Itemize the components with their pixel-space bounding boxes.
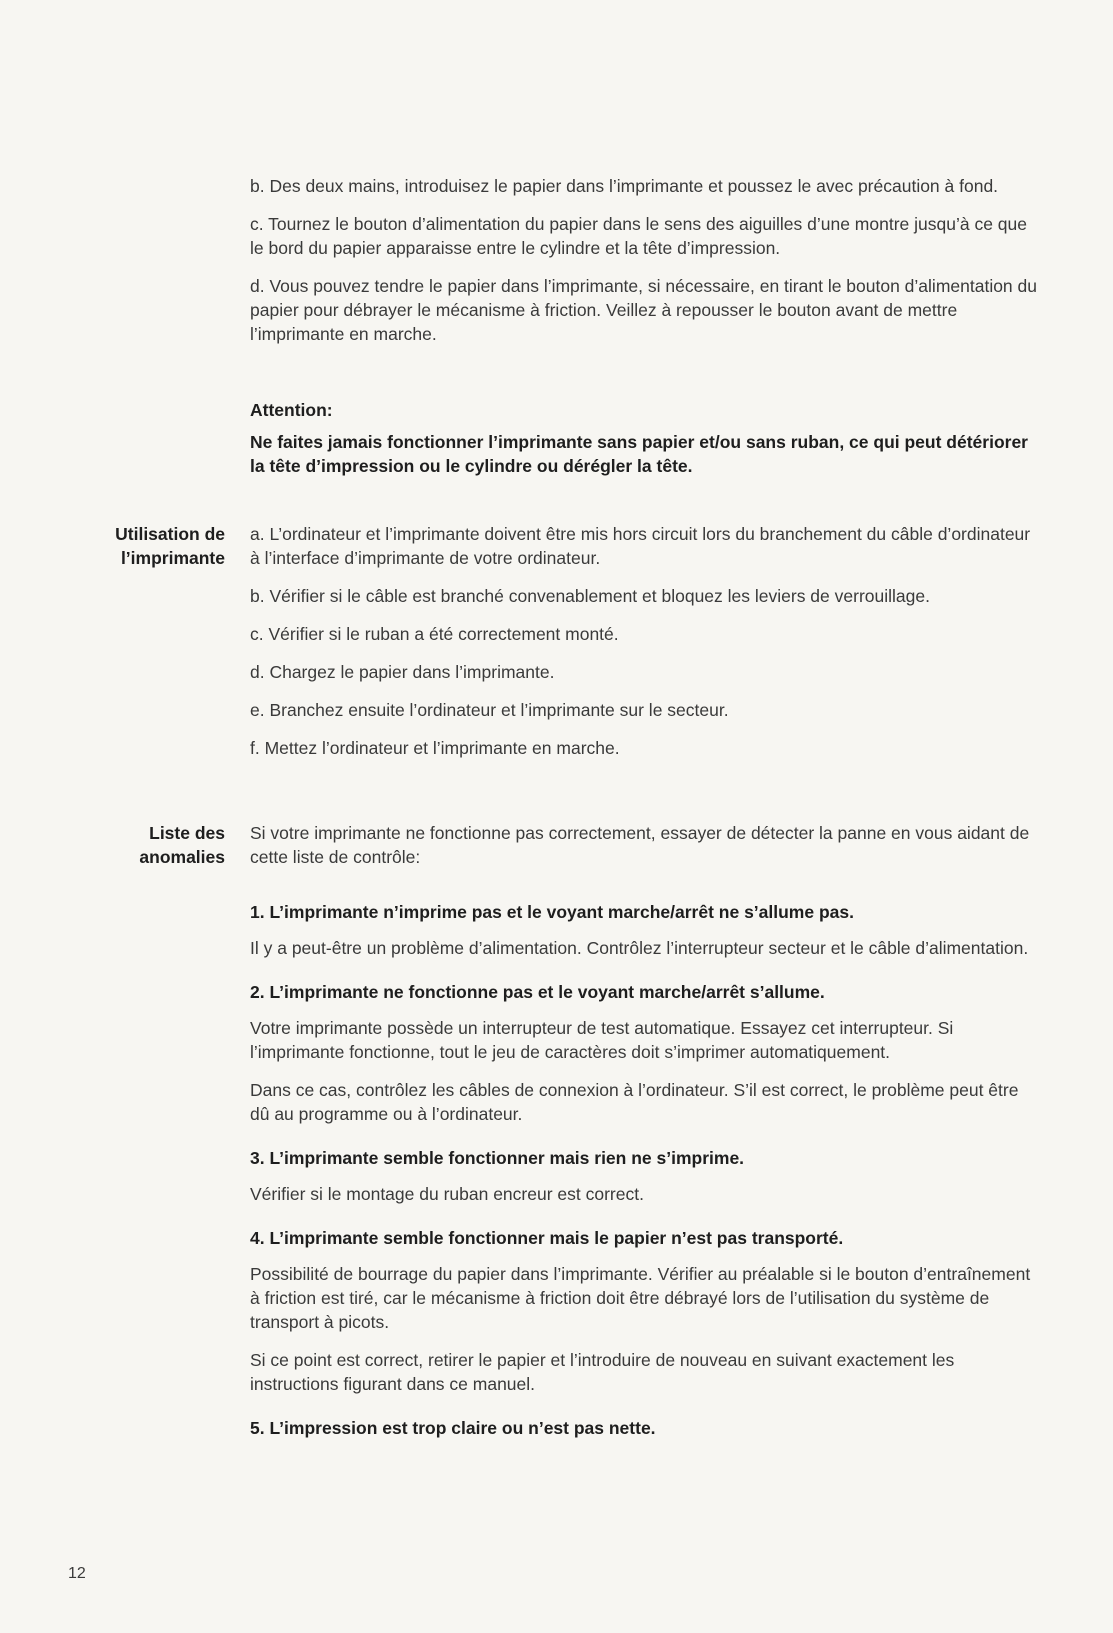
page-number: 12 <box>68 1565 86 1582</box>
anomalies-side-title-line1: Liste des <box>149 823 225 843</box>
anomalies-list <box>250 821 1040 1452</box>
usage-step-f: f. Mettez l’ordinateur et l’imprimante en marche. <box>250 738 620 758</box>
usage-steps <box>250 522 1040 774</box>
anomaly-heading-1: 1. L’imprimante n’imprime pas et le voyant marche/arrêt ne s’allume pas. <box>250 902 854 922</box>
attention-label: Attention: <box>250 400 333 420</box>
intro-steps <box>250 174 1040 360</box>
anomalies-side-title <box>65 821 225 869</box>
anomaly-paragraph-2-1: Votre imprimante possède un interrupteur de test automatique. Essayez cet interrupteur. Si l’imprimante fonctionne, tout le jeu de caractères doit s’imprimer automatiquement. <box>250 1018 954 1062</box>
anomaly-heading-5: 5. L’impression est trop claire ou n’est pas nette. <box>250 1418 656 1438</box>
usage-side-title-line1: Utilisation de <box>115 524 225 544</box>
usage-step-b: b. Vérifier si le câble est branché convenablement et bloquez les leviers de verrouillage. <box>250 586 930 606</box>
anomalies-intro: Si votre imprimante ne fonctionne pas correctement, essayer de détecter la panne en vous aidant de cette liste de contrôle: <box>250 823 1030 867</box>
anomaly-heading-3: 3. L’imprimante semble fonctionner mais rien ne s’imprime. <box>250 1148 745 1168</box>
intro-step-c: c. Tournez le bouton d’alimentation du papier dans le sens des aiguilles d’une montre jusqu’à ce que le bord du papier apparaisse entre le cylindre et la tête d’impression. <box>250 214 1027 258</box>
anomalies-side-title-line2: anomalies <box>139 847 225 867</box>
usage-step-e: e. Branchez ensuite l’ordinateur et l’imprimante sur le secteur. <box>250 700 729 720</box>
usage-step-c: c. Vérifier si le ruban a été correctement monté. <box>250 624 619 644</box>
attention-block <box>250 398 1040 478</box>
anomaly-heading-4: 4. L’imprimante semble fonctionner mais le papier n’est pas transporté. <box>250 1228 844 1248</box>
anomaly-paragraph-3-1: Vérifier si le montage du ruban encreur est correct. <box>250 1184 644 1204</box>
anomaly-paragraph-2-2: Dans ce cas, contrôlez les câbles de connexion à l’ordinateur. S’il est correct, le problème peut être dû au programme ou à l’ordinateur. <box>250 1080 1019 1124</box>
usage-step-a: a. L’ordinateur et l’imprimante doivent être mis hors circuit lors du branchement du câble d’ordinateur à l’interface d’imprimante de votre ordinateur. <box>250 524 1031 568</box>
anomaly-paragraph-4-1: Possibilité de bourrage du papier dans l’imprimante. Vérifier au préalable si le bouton d’entraînement à friction est tiré, car le mécanisme à friction doit être débrayé lors de l’utilisation du système de transport à picots. <box>250 1264 1031 1332</box>
anomaly-heading-2: 2. L’imprimante ne fonctionne pas et le voyant marche/arrêt s’allume. <box>250 982 825 1002</box>
usage-side-title-line2: l’imprimante <box>120 548 225 568</box>
usage-step-d: d. Chargez le papier dans l’imprimante. <box>250 662 555 682</box>
attention-text: Ne faites jamais fonctionner l’imprimante sans papier et/ou sans ruban, ce qui peut détériorer la tête d’impression ou le cylindre ou dérégler la tête. <box>250 432 1028 476</box>
anomaly-paragraph-4-2: Si ce point est correct, retirer le papier et l’introduire de nouveau en suivant exactement les instructions figurant dans ce manuel. <box>250 1350 955 1394</box>
anomaly-paragraph-1-1: Il y a peut-être un problème d’alimentation. Contrôlez l’interrupteur secteur et le câble d’alimentation. <box>250 938 1029 958</box>
intro-step-b: b. Des deux mains, introduisez le papier dans l’imprimante et poussez le avec précaution à fond. <box>250 176 999 196</box>
intro-step-d: d. Vous pouvez tendre le papier dans l’imprimante, si nécessaire, en tirant le bouton d’alimentation du papier pour débrayer le mécanisme à friction. Veillez à repousser le bouton avant de mettre l’imprimante en marche. <box>250 276 1037 344</box>
usage-side-title <box>65 522 225 570</box>
